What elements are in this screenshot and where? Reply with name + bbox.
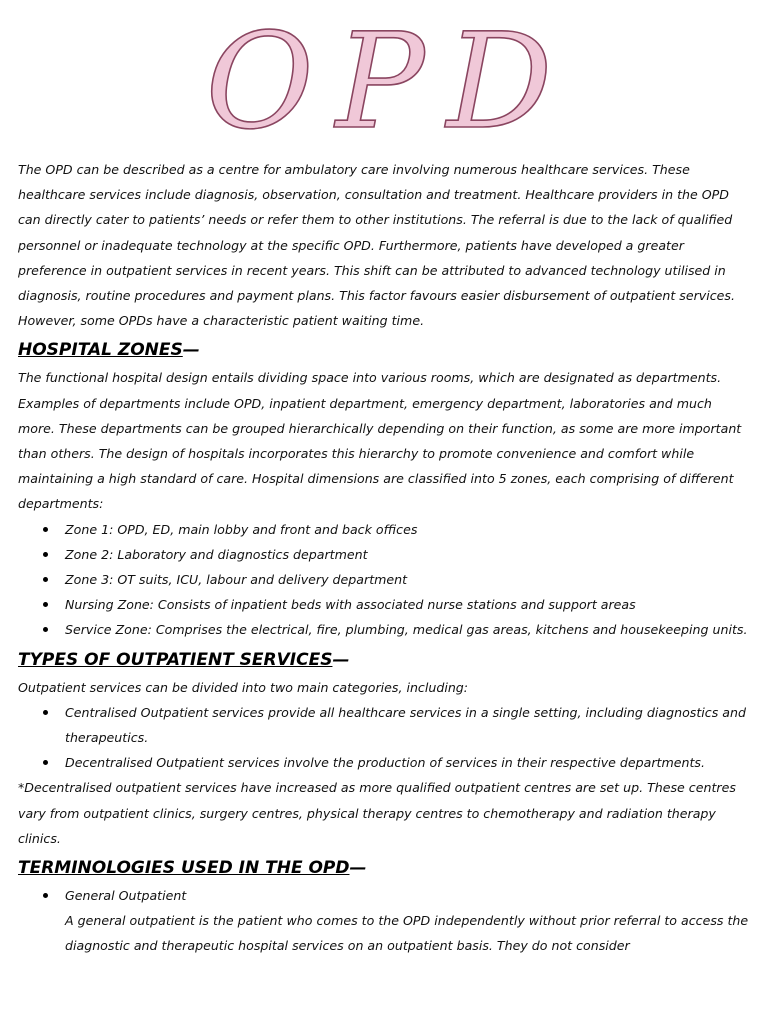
section-heading-text: HOSPITAL ZONES bbox=[18, 340, 183, 361]
term-title: General Outpatient bbox=[65, 888, 187, 904]
page-title: OPD bbox=[205, 5, 575, 159]
intro-paragraph: The OPD can be described as a centre for ambulatory care involving numerous healthcare services. These healthcare services include diagnosis, observation, consultation and treatment. Healthcare providers in the OPD can directly cater to patients’ needs or refer them to other institutions. The referral is due to the lack of qualified personnel or inadequate technology at the specific OPD. Furthermore, patients have developed a greater preference in outpatient services in recent years. This shift can be attributed to advanced technology utilised in diagnosis, routine procedures and payment plans. This factor favours easier disbursement of outpatient services. However, some OPDs have a characteristic patient waiting time. bbox=[18, 162, 735, 329]
section-heading-types bbox=[18, 648, 750, 672]
list-item-text: Decentralised Outpatient services involve the production of services in their respective departments. bbox=[65, 755, 705, 771]
title-block bbox=[0, 5, 768, 159]
list-item bbox=[18, 542, 750, 567]
list-item bbox=[18, 700, 750, 750]
bullet-icon bbox=[43, 552, 48, 557]
list-item bbox=[18, 750, 750, 775]
zones-paragraph: The functional hospital design entails dividing space into various rooms, which are designated as departments. Examples of departments include OPD, inpatient department, emergency department, laboratories and much more. These departments can be grouped hierarchically depending on their function, as some are more important than others. The design of hospitals incorporates this hierarchy to promote convenience and comfort while maintaining a high standard of care. Hospital dimensions are classified into 5 zones, each comprising of different departments: bbox=[18, 370, 742, 512]
heading-dash: — bbox=[349, 858, 367, 879]
list-item-text: Zone 1: OPD, ED, main lobby and front and back offices bbox=[65, 521, 418, 537]
list-item-text: Zone 3: OT suits, ICU, labour and delivery department bbox=[65, 572, 408, 588]
document-body bbox=[18, 157, 750, 959]
list-item-text: Centralised Outpatient services provide all healthcare services in a single setting, including diagnostics and therapeutics. bbox=[65, 704, 746, 746]
section-heading-terminologies bbox=[18, 856, 750, 880]
types-note: *Decentralised outpatient services have increased as more qualified outpatient centres are set up. These centres vary from outpatient clinics, surgery centres, physical therapy centres to chemotherapy and radiation therapy clinics. bbox=[18, 780, 736, 846]
list-item bbox=[18, 617, 750, 642]
list-item bbox=[18, 517, 750, 542]
section-heading-hospital-zones bbox=[18, 338, 750, 362]
heading-dash: — bbox=[332, 649, 350, 670]
types-list bbox=[18, 700, 750, 776]
section-heading-text: TYPES OF OUTPATIENT SERVICES bbox=[18, 649, 333, 670]
list-item bbox=[18, 592, 750, 617]
term-description: A general outpatient is the patient who comes to the OPD independently without prior referral to access the diagnostic and therapeutic hospital services on an outpatient basis. They do not consider bbox=[65, 913, 749, 954]
heading-dash: — bbox=[182, 340, 200, 361]
list-item bbox=[18, 567, 750, 592]
bullet-icon bbox=[43, 527, 48, 532]
bullet-icon bbox=[43, 710, 48, 715]
bullet-icon bbox=[43, 893, 48, 898]
bullet-icon bbox=[43, 760, 48, 765]
types-intro: Outpatient services can be divided into two main categories, including: bbox=[18, 679, 469, 695]
zones-list bbox=[18, 517, 750, 643]
list-item bbox=[18, 883, 750, 959]
list-item-text: Zone 2: Laboratory and diagnostics department bbox=[65, 546, 368, 562]
bullet-icon bbox=[43, 627, 48, 632]
terminologies-list bbox=[18, 883, 750, 959]
list-item-text: Nursing Zone: Consists of inpatient beds with associated nurse stations and support areas bbox=[65, 597, 636, 613]
list-item-text: Service Zone: Comprises the electrical, fire, plumbing, medical gas areas, kitchens and housekeeping units. bbox=[65, 622, 748, 638]
bullet-icon bbox=[43, 602, 48, 607]
section-heading-text: TERMINOLOGIES USED IN THE OPD bbox=[18, 858, 350, 879]
bullet-icon bbox=[43, 577, 48, 582]
